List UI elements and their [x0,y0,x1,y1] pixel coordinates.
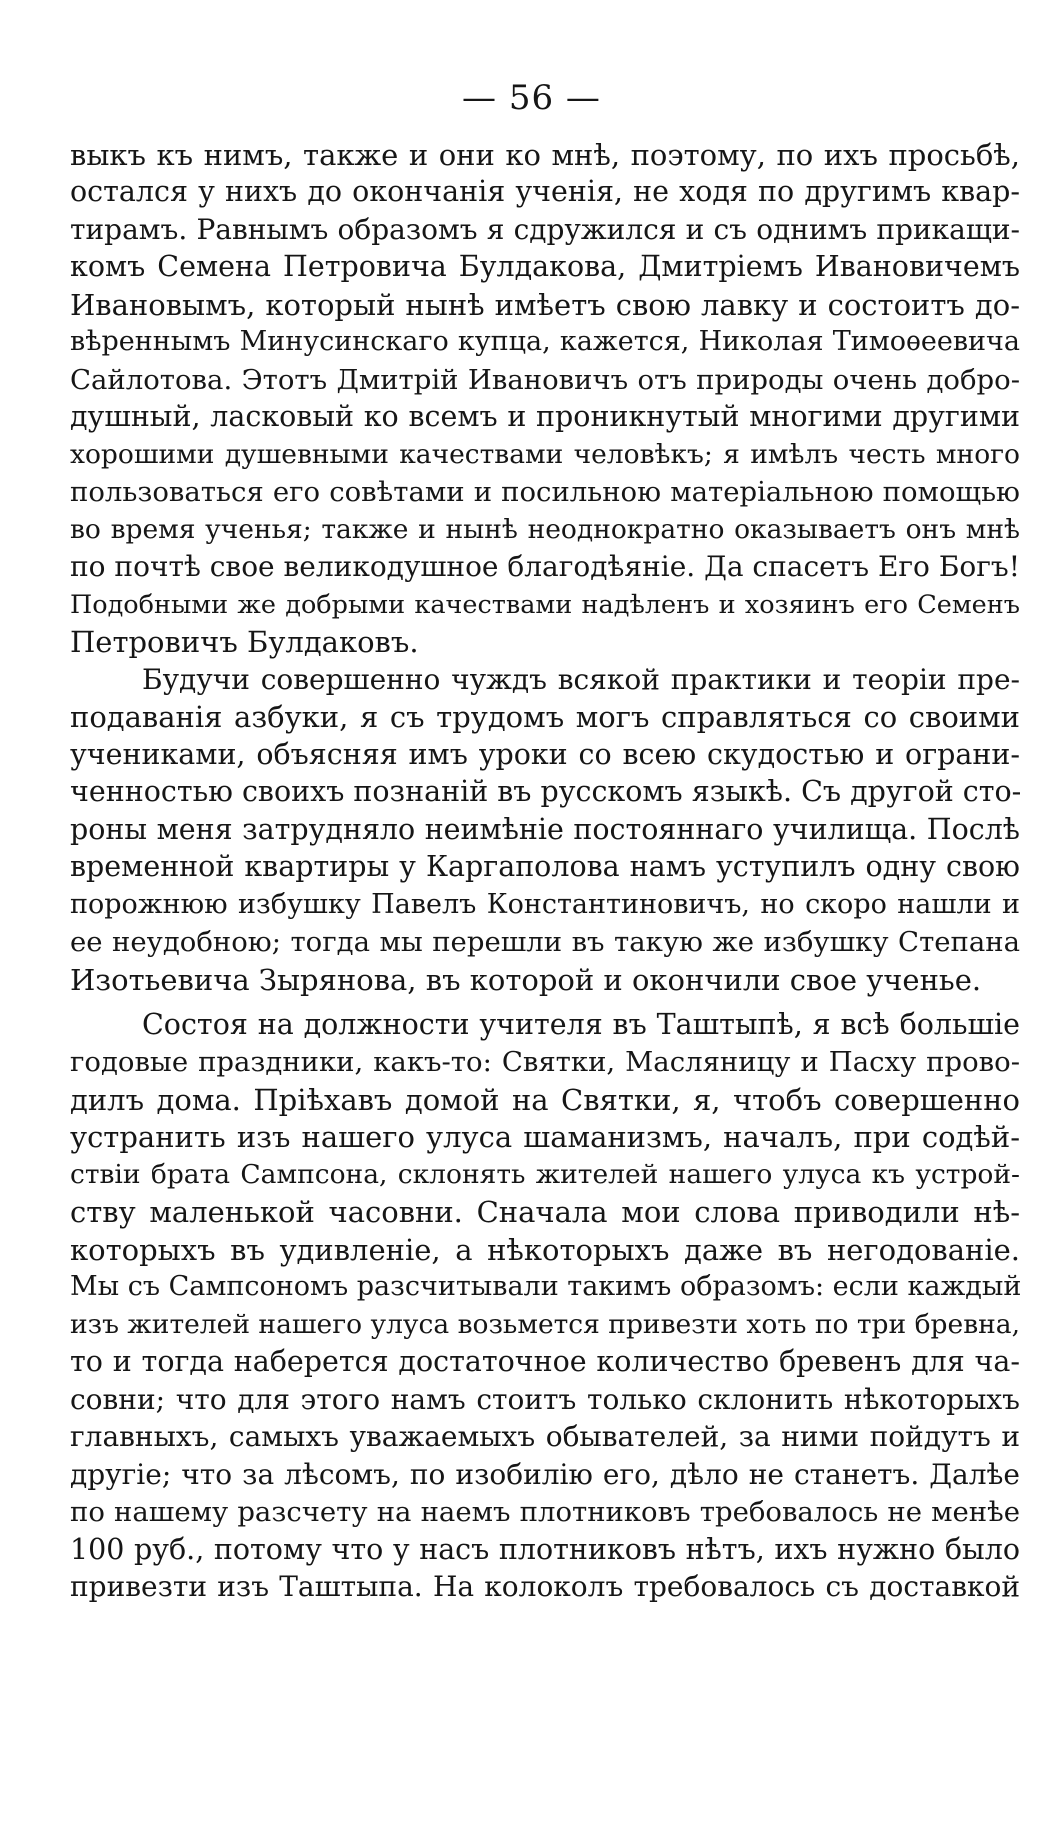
text-line: хорошими душевными качествами человѣкъ; я имѣлъ честь много [70,439,1020,470]
text-line: то и тогда наберется достаточное количество бревенъ для ча- [70,1345,1020,1378]
text-line: душный, ласковый ко всемъ и проникнутый многими другими [70,400,1020,433]
text-line: комъ Семена Петровича Булдакова, Дмитріемъ Ивановичемъ [70,250,1020,283]
text-line: по почтѣ свое великодушное благодѣяніе. Да спасетъ Его Богъ! [70,550,1020,583]
text-line: по нашему разсчету на наемъ плотниковъ требовалось не менѣе [70,1496,1020,1528]
text-line: вѣреннымъ Минусинскаго купца, кажется, Николая Тимоѳеевича [70,326,1020,357]
text-line: которыхъ въ удивленіе, а нѣкоторыхъ даже въ негодованіе. [70,1233,1020,1267]
text-line: дилъ дома. Пріѣхавъ домой на Святки, я, чтобъ совершенно [70,1083,1020,1117]
text-line: устранить изъ нашего улуса шаманизмъ, началъ, при содѣй- [70,1120,1020,1154]
text-line: 100 руб., потому что у насъ плотниковъ нѣтъ, ихъ нужно было [70,1533,1020,1566]
text-line: изъ жителей нашего улуса возьмется привезти хоть по три бревна, [70,1309,1020,1340]
paragraph-first-line: Будучи совершенно чуждъ всякой практики и теоріи пре- [142,663,1020,696]
text-line: ству маленькой часовни. Сначала мои слова приводили нѣ- [70,1195,1020,1229]
text-line: совни; что для этого намъ стоитъ только склонить нѣкоторыхъ [70,1383,1020,1416]
text-line: выкъ къ нимъ, также и они ко мнѣ, поэтому, по ихъ просьбѣ, [70,138,1020,172]
text-line: во время ученья; также и нынѣ неоднократно оказываетъ онъ мнѣ [70,514,1020,545]
text-line: Изотьевича Зырянова, въ которой и окончили свое ученье. [70,963,982,997]
text-line: привезти изъ Таштыпа. На колоколъ требовалось съ доставкой [70,1570,1020,1603]
paragraph-first-line: Состоя на должности учителя въ Таштыпѣ, я всѣ большіе [142,1008,1020,1041]
page-number: — 56 — [462,78,601,118]
text-line: Подобными же добрыми качествами надѣленъ и хозяинъ его Семенъ [70,590,1020,620]
text-line: главныхъ, самыхъ уважаемыхъ обывателей, за ними пойдутъ и [70,1420,1020,1453]
text-line: тирамъ. Равнымъ образомъ я сдружился и съ однимъ прикащи- [70,213,1020,246]
text-line: Мы съ Сампсономъ разсчитывали такимъ образомъ: если каждый [70,1271,1022,1302]
text-line: Ивановымъ, который нынѣ имѣетъ свою лавку и состоитъ до- [70,288,1020,322]
text-line: пользоваться его совѣтами и посильною матеріальною помощью [70,476,1020,508]
text-line: остался у нихъ до окончанія ученія, не ходя по другимъ квар- [70,175,1020,208]
text-line: Сайлотова. Этотъ Дмитрій Ивановичъ отъ природы очень добро- [70,364,1020,396]
text-line: подаванія азбуки, я съ трудомъ могъ справляться со своими [70,700,1020,734]
text-line: роны меня затрудняло неимѣніе постояннаго училища. Послѣ [70,813,1020,846]
text-line: временной квартиры у Каргаполова намъ уступилъ одну свою [70,850,1020,883]
text-line: порожнюю избушку Павелъ Константиновичъ, но скоро нашли и [70,889,1020,920]
text-line: Петровичъ Булдаковъ. [70,625,419,659]
text-line: ченностью своихъ познаній въ русскомъ языкѣ. Съ другой сто- [70,775,1022,808]
text-line: учениками, объясняя имъ уроки со всею скудостью и ограни- [70,738,1020,771]
text-line: годовые праздники, какъ-то: Святки, Масляницу и Пасху прово- [70,1046,1020,1078]
text-line: ствіи брата Сампсона, склонять жителей нашего улуса къ устрой- [70,1159,1020,1190]
text-line: ее неудобною; тогда мы перешли въ такую же избушку Степана [70,926,1020,958]
text-line: другіе; что за лѣсомъ, по изобилію его, дѣло не станетъ. Далѣе [70,1458,1020,1491]
